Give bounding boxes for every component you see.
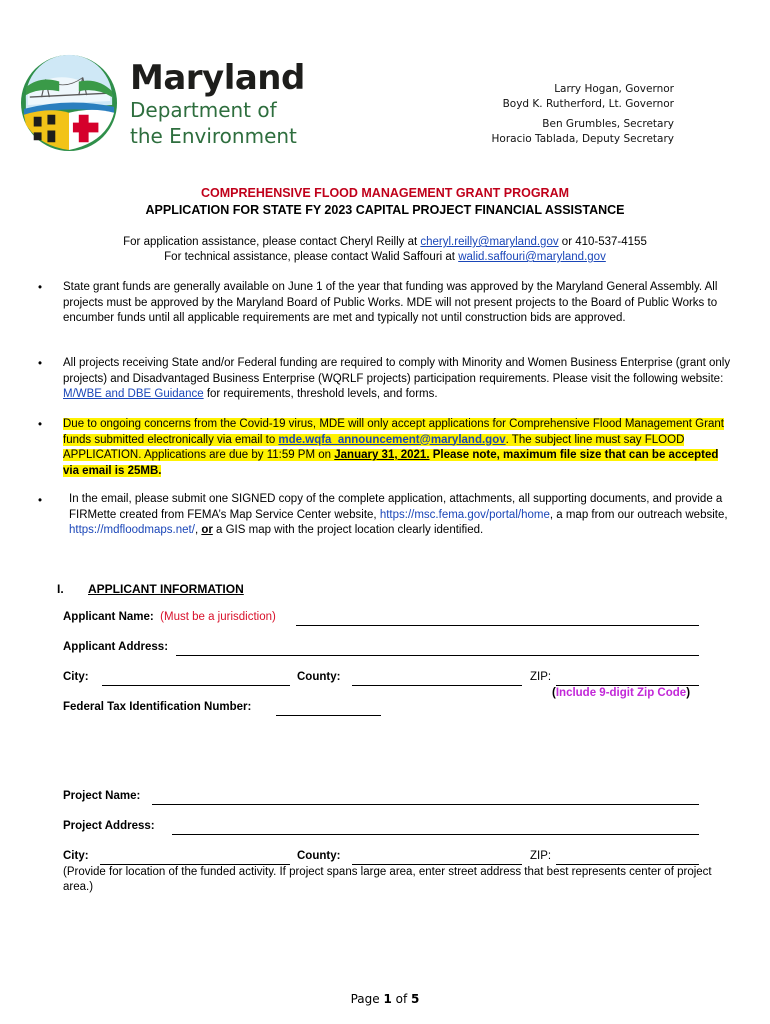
contact-application [0,236,770,248]
email-contents-mid: , a map from our outreach website, [549,508,728,521]
zip-field[interactable] [556,685,699,686]
email-contents-sep: , [194,524,202,536]
mde-logo [20,52,118,154]
mwbe-guidance-link[interactable]: M/WBE and DBE Guidance [63,388,204,400]
zip-note-text: Include 9-digit Zip Code [555,687,687,699]
project-address-field[interactable] [172,834,699,835]
mwbe-text-end: for requirements, threshold levels, and forms. [203,388,438,400]
applicant-name-field[interactable] [296,625,699,626]
bullet-mwbe-requirements [63,356,731,403]
bullet-covid-submission [63,417,731,479]
contact-technical [0,251,770,263]
page-word: Page [350,992,384,1006]
project-city-label-text: City [63,850,85,862]
page-total: 5 [411,992,420,1006]
email-contents-text: In the email, please submit one SIGNED copy of the complete application, attachments, all supporting documents, and provide a FIRMette created from FEMA’s Map Service Center website, [69,493,723,521]
applicant-name-label-text: Applicant Name [63,611,150,623]
cheryl-email-link[interactable]: cheryl.reilly@maryland.gov [420,236,559,248]
zip-label: ZIP: [530,671,552,683]
county-label: County: [297,671,341,683]
mde-wqfa-email-link[interactable]: mde.wqfa_announcement@maryland.gov [278,433,506,446]
county-field[interactable] [352,685,522,686]
federal-tax-id-label: Federal Tax Identification Number: [63,701,252,713]
bullet-email-contents [69,492,731,539]
mdfloodmaps-link[interactable]: https://mdfloodmaps.net/ [69,524,195,536]
covid-text: Due to ongoing concerns from the Covid-19 virus, MDE will only accept applications for Comprehensive Flood Management Grant funds submitted electronically via email to [63,418,724,446]
city-label-text: City [63,671,85,683]
officials-governor [503,82,674,112]
email-contents-end: a GIS map with the project location clearly identified. [212,524,484,536]
project-name-label-text: Project Name [63,790,137,802]
bullet-funding-availability: State grant funds are generally available on June 1 of the year that funding was approved by the Maryland General Assembly. All projects must be approved by the Maryland Board of Public Works. MDE will not present projects to the Board of Public Works to encumber funds until all applicable requirements are met and typically not until construction bids are approved. [63,281,718,324]
federal-tax-id-label-text: Federal Tax Identification Number [63,701,248,713]
program-title: COMPREHENSIVE FLOOD MANAGEMENT GRANT PROGRAM [200,186,570,200]
city-label: City: [63,671,89,683]
county-label-text: County [297,671,337,683]
lt-governor-name: Boyd K. Rutherford, Lt. Governor [502,98,674,110]
bullet-marker: • [38,419,43,431]
section-title: APPLICANT INFORMATION [88,582,244,596]
walid-email-link[interactable]: walid.saffouri@maryland.gov [458,251,606,263]
bullet-marker: • [38,358,43,370]
zip-note: (Include 9-digit Zip Code) [552,687,691,699]
mwbe-text: All projects receiving State and/or Federal funding are required to comply with Minority and Women Business Enterprise (grant only projects) and Disadvantaged Business Enterprise (WQRLF projects) participation requirements. Please visit the following website: [63,357,731,385]
brand-environment: the Environment [130,124,297,148]
bullet-marker: • [38,282,43,294]
page-number [0,992,770,1006]
project-name-label: Project Name: [63,790,141,802]
applicant-name-label: Applicant Name: (Must be a jurisdiction) [63,611,276,623]
project-address-label-text: Project Address [63,820,151,832]
officials-secretary [492,117,674,147]
section-number: I. [57,582,64,596]
application-title: APPLICATION FOR STATE FY 2023 CAPITAL PROJECT FINANCIAL ASSISTANCE [145,203,625,217]
applicant-address-label-text: Applicant Address [63,641,165,653]
bullet-marker: • [38,495,43,507]
contact-application-phone: or 410-537-4155 [558,236,647,248]
brand-department: Department of [130,98,277,122]
project-county-label: County: [297,850,341,862]
secretary-name: Ben Grumbles, Secretary [542,118,674,130]
file-size-note: Please note, maximum file size that can be accepted via email is 25MB. [63,449,719,477]
page-current: 1 [383,992,392,1006]
project-address-label: Project Address: [63,820,155,832]
contact-technical-text: For technical assistance, please contact Walid Saffouri at [164,251,459,263]
or-text: or [201,524,213,536]
governor-name: Larry Hogan, Governor [554,83,674,95]
project-name-field[interactable] [152,804,699,805]
fema-msc-link[interactable]: https://msc.fema.gov/portal/home [379,508,550,521]
page-of: of [391,992,412,1006]
federal-tax-id-field[interactable] [276,715,381,716]
project-city-label: City: [63,850,89,862]
applicant-name-note: (Must be a jurisdiction) [160,611,276,623]
project-location-note: (Provide for location of the funded activity. If project spans large area, enter street address that best represents center of project area.) [63,866,712,893]
project-county-label-text: County [297,850,337,862]
contact-application-text: For application assistance, please contact Cheryl Reilly at [123,236,421,248]
deputy-secretary-name: Horacio Tablada, Deputy Secretary [491,133,674,145]
due-date: January 31, 2021. [334,449,430,461]
applicant-address-label: Applicant Address: [63,641,169,653]
applicant-address-field[interactable] [176,655,699,656]
brand-maryland: Maryland [130,58,305,98]
covid-subject-text: . The subject line must say FLOOD APPLICATION. Applications are due by 11:59 PM on [63,433,685,461]
city-field[interactable] [102,685,290,686]
project-zip-label: ZIP: [530,850,552,862]
